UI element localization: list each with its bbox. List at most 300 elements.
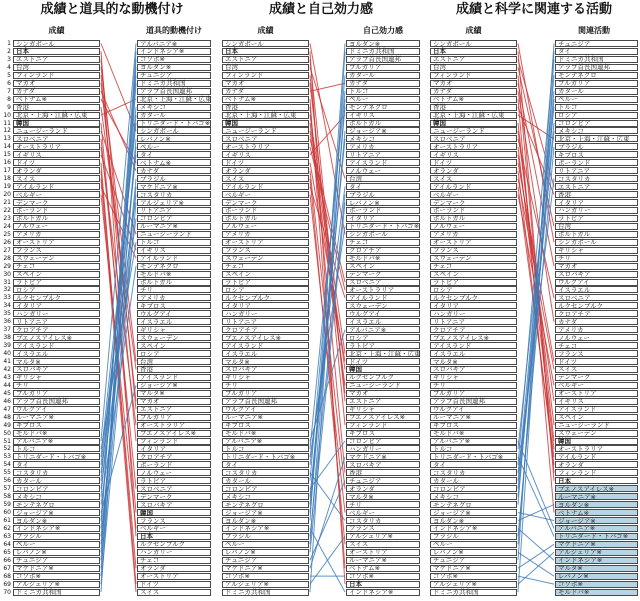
section-2-achievement-rank-21-cell: デンマーク <box>222 199 309 206</box>
slope-line <box>101 44 136 131</box>
section-2-achievement-rank-48-cell: ルーマニア※ <box>222 414 309 421</box>
section-1-achievement-rank-55-cell: コスタリカ <box>13 469 100 476</box>
section-1-achievement-rank-48-cell: ルーマニア※ <box>13 414 100 421</box>
section-3-metric-rank-63-cell: トリニダード・トバゴ※ <box>555 533 638 540</box>
rank-number: 49 <box>3 421 11 429</box>
section-2-metric-rank-65-cell: オーストリア <box>346 549 420 556</box>
section-1-metric-rank-35-cell: ウルグアイ <box>137 310 211 317</box>
rank-number: 20 <box>3 191 11 199</box>
section-2-metric-rank-67-cell: ベトナム※ <box>346 565 420 572</box>
section-2-achievement-rank-12-cell: ニュージーランド <box>222 127 309 134</box>
section-2-metric-rank-37-cell: アルバニア※ <box>346 326 420 333</box>
section-3-metric-rank-62-cell: アルバニア※ <box>555 525 638 532</box>
section-1-achievement-rank-35-cell: ハンガリー <box>13 310 100 317</box>
rank-number: 2 <box>7 47 11 55</box>
section-2-metric-rank-36-cell: イスラエル <box>346 318 420 325</box>
section-2-metric-rank-32-cell: オーストラリア <box>346 286 420 293</box>
rank-number: 32 <box>3 286 11 294</box>
section-1-achievement-rank-34-cell: イタリア <box>13 302 100 309</box>
slope-line <box>518 59 554 186</box>
section-1-achievement-rank-2-cell: 日本 <box>13 48 100 55</box>
rank-number: 1 <box>7 40 11 47</box>
section-3-achievement-rank-56-cell: カタール <box>430 477 517 484</box>
section-1-metric-rank-60-cell: 韓国 <box>137 509 211 516</box>
rank-number: 7 <box>7 87 11 95</box>
section-3-metric-rank-42-cell: スイス <box>555 366 638 373</box>
rank-number: 18 <box>3 175 11 183</box>
section-3-metric-rank-2-cell: タイ <box>555 48 638 55</box>
slope-line <box>518 59 554 592</box>
rank-number: 48 <box>3 413 11 421</box>
section-1-achievement-rank-6-cell: マカオ <box>13 80 100 87</box>
section-3-metric-rank-33-cell: スロベニア <box>555 294 638 301</box>
slope-line <box>310 51 345 592</box>
slope-line <box>101 59 136 409</box>
section-3-achievement-rank-39-cell: アイスランド <box>430 342 517 349</box>
slope-line <box>310 139 345 282</box>
slope-line <box>101 107 136 497</box>
slope-line <box>310 44 345 235</box>
section-3-achievement-rank-30-cell: スペイン <box>430 271 517 278</box>
slope-line <box>518 139 554 298</box>
section-3-achievement-rank-67-cell: マケドニア※ <box>430 565 517 572</box>
section-1-achievement-rank-58-cell: メキシコ <box>13 493 100 500</box>
section-3-metric-rank-52-cell: オーストラリア <box>555 445 638 452</box>
section-3-metric-rank-35-cell: クロアチア <box>555 310 638 317</box>
section-3-achievement-rank-27-cell: フランス <box>430 247 517 254</box>
slope-line <box>101 147 136 425</box>
section-1-achievement-rank-9-cell: 香港 <box>13 104 100 111</box>
rank-number: 35 <box>3 310 11 318</box>
section-3-achievement-rank-46-cell: アラブ首長国連邦 <box>430 398 517 405</box>
section-1-title: 成績と道具的な動機付け <box>40 2 184 17</box>
section-1-achievement-rank-31-cell: ラトビア <box>13 279 100 286</box>
section-2-metric-rank-64-cell: スイス <box>346 541 420 548</box>
section-2-achievement-rank-23-cell: ポルトガル <box>222 215 309 222</box>
section-2-achievement-rank-39-cell: アイスランド <box>222 342 309 349</box>
rank-number: 15 <box>3 151 11 159</box>
section-3-metric-rank-25-cell: ポルトガル <box>555 231 638 238</box>
section-2-metric-rank-28-cell: モルドバ※ <box>346 255 420 262</box>
slope-line <box>101 139 136 489</box>
section-2-achievement-rank-22-cell: ポーランド <box>222 207 309 214</box>
section-3-achievement-rank-61-cell: ヨルダン※ <box>430 517 517 524</box>
section-3-metric-rank-22-cell: ハンガリー <box>555 207 638 214</box>
section-2-metric-rank-30-cell: デンマーク <box>346 271 420 278</box>
section-2-metric-rank-49-cell: フィンランド <box>346 422 420 429</box>
section-2-achievement-rank-24-cell: ノルウェー <box>222 223 309 230</box>
section-3-metric-rank-49-cell: ニュージーランド <box>555 422 638 429</box>
rank-number: 61 <box>3 517 11 524</box>
section-3-metric-rank-51-cell: 韓国 <box>555 438 638 445</box>
section-1-achievement-rank-47-cell: ウルグアイ <box>13 406 100 413</box>
rank-number: 13 <box>3 135 11 143</box>
slope-line <box>310 481 345 561</box>
section-2-achievement-rank-2-cell: 日本 <box>222 48 309 55</box>
section-3-achievement-rank-17-cell: オランダ <box>430 167 517 174</box>
section-3-achievement-rank-41-cell: マルタ※ <box>430 358 517 365</box>
slope-line <box>101 242 136 449</box>
section-3-metric-rank-14-cell: ブラジル <box>555 143 638 150</box>
section-1-achievement-rank-15-cell: イギリス <box>13 151 100 158</box>
slope-line <box>518 75 554 473</box>
section-2-achievement-rank-35-cell: ハンガリー <box>222 310 309 317</box>
rank-number: 54 <box>3 461 11 469</box>
section-2-achievement-rank-49-cell: キプロス <box>222 422 309 429</box>
section-3-metric-rank-31-cell: ウルグアイ <box>555 279 638 286</box>
section-1-metric-rank-36-cell: イスラエル <box>137 318 211 325</box>
rank-number: 55 <box>3 469 11 477</box>
slope-line <box>310 115 345 353</box>
section-3-metric-rank-32-cell: イスラエル <box>555 286 638 293</box>
section-2-metric-rank-53-cell: マケドニア※ <box>346 453 420 460</box>
section-2-achievement-rank-28-cell: スウェーデン <box>222 255 309 262</box>
rank-number: 41 <box>3 358 11 365</box>
rank-number: 56 <box>3 477 11 485</box>
section-2-achievement-rank-16-cell: ドイツ <box>222 159 309 166</box>
section-1-achievement-rank-14-cell: オーストラリア <box>13 143 100 150</box>
rank-number: 5 <box>7 71 11 79</box>
section-2-achievement-rank-47-cell: ウルグアイ <box>222 406 309 413</box>
section-3-achievement-rank-9-cell: 香港 <box>430 104 517 111</box>
section-1-metric-rank-33-cell: アメリカ <box>137 294 211 301</box>
slope-line <box>101 155 136 465</box>
section-1-achievement-rank-66-cell: チュニジア <box>13 557 100 564</box>
section-1-metric-rank-37-cell: ギリシャ <box>137 326 211 333</box>
slope-line <box>101 99 136 163</box>
section-1-metric-rank-7-cell: アラブ首長国連邦 <box>137 88 211 95</box>
section-2-metric-rank-61-cell: コスタリカ <box>346 517 420 524</box>
slope-line <box>310 75 345 425</box>
section-1-metric-rank-23-cell: コロンビア <box>137 215 211 222</box>
section-1-metric-rank-19-cell: マケドニア※ <box>137 183 211 190</box>
section-1-achievement-rank-65-cell: レバノン※ <box>13 549 100 556</box>
section-2-achievement-rank-43-cell: ギリシャ <box>222 374 309 381</box>
section-1-achievement-rank-56-cell: カタール <box>13 477 100 484</box>
section-3-achievement-rank-66-cell: チュニジア <box>430 557 517 564</box>
section-3-metric-rank-12-cell: メキシコ <box>555 127 638 134</box>
slope-line <box>101 179 136 537</box>
slope-line <box>101 51 136 536</box>
rank-number: 10 <box>3 111 11 119</box>
section-2-metric-rank-17-cell: ノルウェー <box>346 167 420 174</box>
section-3-metric-rank-8-cell: ペルー <box>555 96 638 103</box>
section-2-metric-rank-63-cell: アルジェリア※ <box>346 533 420 540</box>
section-1-metric-rank-3-cell: コソボ※ <box>137 56 211 63</box>
section-3-achievement-rank-10-cell: 北京・上海・江蘇・広東 <box>430 112 517 119</box>
slope-line <box>101 123 136 457</box>
section-1-metric-rank-44-cell: ジョージア※ <box>137 382 211 389</box>
section-1-metric-rank-69-cell: ドイツ <box>137 581 211 588</box>
section-1-metric-rank-61-cell: フランス <box>137 517 211 524</box>
rank-number: 9 <box>7 103 11 111</box>
section-1-achievement-rank-46-cell: アラブ首長国連邦 <box>13 398 100 405</box>
section-1-achievement-rank-42-cell: スロバキア <box>13 366 100 373</box>
section-1-achievement-rank-38-cell: ブエノスアイレス※ <box>13 334 100 341</box>
section-3-metric-rank-55-cell: フィンランド <box>555 469 638 476</box>
section-2-achievement-rank-37-cell: クロアチア <box>222 326 309 333</box>
section-1-metric-rank-10-cell: カタール <box>137 112 211 119</box>
rank-number: 44 <box>3 381 11 389</box>
slope-line <box>310 473 345 521</box>
section-3-achievement-rank-42-cell: スロバキア <box>430 366 517 373</box>
section-3-achievement-rank-33-cell: ルクセンブルク <box>430 294 517 301</box>
slope-line <box>101 75 136 560</box>
section-2-metric-rank-39-cell: ラトビア <box>346 342 420 349</box>
section-3-achievement-rank-22-cell: ポーランド <box>430 207 517 214</box>
section-1-achievement-rank-51-cell: アルバニア※ <box>13 438 100 445</box>
slope-line <box>518 107 554 449</box>
section-1-achievement-rank-21-cell: デンマーク <box>13 199 100 206</box>
section-2-metric-rank-18-cell: 台湾 <box>346 175 420 182</box>
section-2-achievement-rank-11-cell: 韓国 <box>222 120 309 127</box>
slope-line <box>310 187 345 465</box>
slope-line <box>310 528 345 592</box>
slope-line <box>518 179 554 473</box>
section-3-achievement-rank-31-cell: ラトビア <box>430 279 517 286</box>
section-2-metric-rank-45-cell: マカオ <box>346 390 420 397</box>
rank-number: 23 <box>3 214 11 222</box>
section-1-metric-rank-22-cell: リトアニア <box>137 207 211 214</box>
section-1-achievement-rank-54-cell: タイ <box>13 461 100 468</box>
section-2-metric-rank-40-cell: 北京・上海・江蘇・広東 <box>346 350 420 357</box>
section-3-achievement-rank-15-cell: イギリス <box>430 151 517 158</box>
slope-line <box>310 441 345 489</box>
rank-number: 46 <box>3 397 11 405</box>
section-1-right-header: 道具的動機付け <box>146 26 202 35</box>
section-2-metric-rank-33-cell: アイルランド <box>346 294 420 301</box>
slope-line <box>101 131 136 234</box>
section-1-metric-rank-41-cell: 台湾 <box>137 358 211 365</box>
rank-number: 69 <box>3 580 11 588</box>
section-3-right-header: 関連活動 <box>578 26 610 35</box>
slope-line <box>518 155 554 401</box>
rank-number: 58 <box>3 493 11 501</box>
section-2-achievement-rank-17-cell: オランダ <box>222 167 309 174</box>
section-2-achievement-rank-1-cell: シンガポール <box>222 40 309 47</box>
section-1-achievement-rank-67-cell: マケドニア※ <box>13 565 100 572</box>
slope-line <box>310 67 345 178</box>
section-3-achievement-rank-5-cell: フィンランド <box>430 72 517 79</box>
section-3-achievement-rank-32-cell: ロシア <box>430 286 517 293</box>
section-1-achievement-rank-7-cell: カナダ <box>13 88 100 95</box>
slope-line <box>310 75 345 480</box>
section-3-achievement-rank-4-cell: 台湾 <box>430 64 517 71</box>
section-3-achievement-rank-45-cell: ブルガリア <box>430 390 517 397</box>
section-2-metric-rank-12-cell: ジョージア※ <box>346 127 420 134</box>
section-2-metric-rank-69-cell: 日本 <box>346 581 420 588</box>
section-1-metric-rank-70-cell: スイス <box>137 589 211 596</box>
section-2-achievement-rank-30-cell: スペイン <box>222 271 309 278</box>
slope-line <box>518 131 554 425</box>
section-1-metric-rank-42-cell: 香港 <box>137 366 211 373</box>
rank-number: 65 <box>3 548 11 556</box>
section-2-metric-rank-16-cell: アイスランド <box>346 159 420 166</box>
rank-number: 68 <box>3 572 11 580</box>
rank-number: 52 <box>3 445 11 453</box>
section-1-achievement-rank-16-cell: ドイツ <box>13 159 100 166</box>
rank-number: 31 <box>3 278 11 286</box>
section-2-achievement-rank-40-cell: イスラエル <box>222 350 309 357</box>
section-2-metric-rank-20-cell: ブラジル <box>346 191 420 198</box>
section-3-achievement-rank-14-cell: オーストラリア <box>430 143 517 150</box>
section-3-metric-rank-43-cell: デンマーク <box>555 374 638 381</box>
section-2-achievement-rank-52-cell: トルコ <box>222 445 309 452</box>
section-1-metric-rank-5-cell: チュニジア <box>137 72 211 79</box>
rank-number: 3 <box>7 55 11 63</box>
section-1-metric-rank-18-cell: ブラジル <box>137 175 211 182</box>
section-3-achievement-rank-63-cell: ブラジル <box>430 533 517 540</box>
section-3-metric-rank-39-cell: チェコ <box>555 342 638 349</box>
section-1-metric-rank-31-cell: ポルトガル <box>137 279 211 286</box>
section-3-metric-rank-11-cell: コロンビア <box>555 120 638 127</box>
section-3-achievement-rank-36-cell: リトアニア <box>430 318 517 325</box>
section-1-achievement-rank-5-cell: フィンランド <box>13 72 100 79</box>
section-3-achievement-rank-19-cell: アイルランド <box>430 183 517 190</box>
section-2-metric-rank-8-cell: ペルー <box>346 96 420 103</box>
section-1-metric-rank-62-cell: ベルギー <box>137 525 211 532</box>
section-3-achievement-rank-29-cell: チェコ <box>430 263 517 270</box>
section-3-achievement-rank-47-cell: ウルグアイ <box>430 406 517 413</box>
rank-number: 17 <box>3 167 11 175</box>
section-3-achievement-rank-64-cell: ペルー <box>430 541 517 548</box>
rank-number: 25 <box>3 230 11 238</box>
section-2-achievement-rank-33-cell: ルクセンブルク <box>222 294 309 301</box>
section-2-metric-rank-1-cell: ヨルダン※ <box>346 40 420 47</box>
slope-line <box>310 107 345 473</box>
section-2-achievement-rank-14-cell: オーストラリア <box>222 143 309 150</box>
slope-line <box>310 83 345 393</box>
section-2-achievement-rank-51-cell: アルバニア※ <box>222 438 309 445</box>
section-3-achievement-rank-3-cell: エストニア <box>430 56 517 63</box>
slope-line <box>101 218 136 488</box>
rank-number: 59 <box>3 501 11 509</box>
slope-line <box>518 187 554 457</box>
rank-number: 33 <box>3 294 11 302</box>
section-1-achievement-rank-36-cell: リトアニア <box>13 318 100 325</box>
section-1-metric-rank-63-cell: 日本 <box>137 533 211 540</box>
section-1-achievement-rank-12-cell: ニュージーランド <box>13 127 100 134</box>
section-2-achievement-rank-4-cell: 台湾 <box>222 64 309 71</box>
section-3-metric-rank-28-cell: チリ <box>555 255 638 262</box>
section-2-achievement-rank-7-cell: カナダ <box>222 88 309 95</box>
section-3-metric-rank-47-cell: アイスランド <box>555 406 638 413</box>
slope-line <box>518 505 554 521</box>
slope-line <box>518 147 554 537</box>
section-2-achievement-rank-10-cell: 北京・上海・江蘇・広東 <box>222 112 309 119</box>
section-3-metric-rank-48-cell: スペイン <box>555 414 638 421</box>
slope-line <box>101 203 136 585</box>
section-2-metric-rank-21-cell: レバノン※ <box>346 199 420 206</box>
slope-line <box>310 163 345 362</box>
section-2-metric-rank-51-cell: コロンビア <box>346 438 420 445</box>
section-2-achievement-rank-6-cell: マカオ <box>222 80 309 87</box>
section-1-metric-rank-54-cell: ポーランド <box>137 461 211 468</box>
section-2-metric-rank-26-cell: チェコ <box>346 239 420 246</box>
slope-line <box>518 552 554 584</box>
section-2-achievement-rank-34-cell: イタリア <box>222 302 309 309</box>
slope-line <box>310 147 345 290</box>
slope-line <box>101 59 136 576</box>
section-3-achievement-rank-28-cell: スウェーデン <box>430 255 517 262</box>
section-2-metric-rank-25-cell: シンガポール <box>346 231 420 238</box>
section-2-metric-rank-66-cell: ルーマニア※ <box>346 557 420 564</box>
section-3-achievement-rank-69-cell: アルジェリア※ <box>430 581 517 588</box>
section-3-achievement-rank-59-cell: モンテネグロ <box>430 501 517 508</box>
section-3-achievement-rank-8-cell: ベトナム※ <box>430 96 517 103</box>
section-1-metric-rank-24-cell: ルーマニア※ <box>137 223 211 230</box>
slope-line <box>101 75 136 441</box>
section-1-metric-rank-25-cell: ニュージーランド <box>137 231 211 238</box>
rank-number: 66 <box>3 556 11 564</box>
section-3-achievement-rank-62-cell: インドネシア※ <box>430 525 517 532</box>
section-3-achievement-rank-70-cell: ドミニカ共和国 <box>430 589 517 596</box>
section-3-metric-rank-21-cell: イタリア <box>555 199 638 206</box>
section-3-achievement-rank-40-cell: イスラエル <box>430 350 517 357</box>
rank-number: 26 <box>3 238 11 246</box>
section-3-achievement-rank-13-cell: スロベニア <box>430 135 517 142</box>
section-1-achievement-rank-52-cell: トルコ <box>13 445 100 452</box>
slope-line <box>310 330 345 441</box>
slope-line <box>101 123 136 513</box>
section-3-achievement-rank-68-cell: コソボ※ <box>430 573 517 580</box>
section-1-achievement-rank-45-cell: ブルガリア <box>13 390 100 397</box>
slope-line <box>101 67 136 520</box>
section-1-metric-rank-50-cell: ブエノスアイレス※ <box>137 430 211 437</box>
section-1-achievement-rank-13-cell: スロベニア <box>13 135 100 142</box>
section-2-achievement-rank-8-cell: ベトナム※ <box>222 96 309 103</box>
slope-line <box>101 195 136 473</box>
section-1-metric-rank-34-cell: キプロス <box>137 302 211 309</box>
rank-number: 42 <box>3 365 11 373</box>
section-2-metric-rank-43-cell: ルクセンブルク <box>346 374 420 381</box>
section-3-achievement-rank-58-cell: メキシコ <box>430 493 517 500</box>
section-2-metric-rank-15-cell: リトアニア <box>346 151 420 158</box>
section-2-metric-rank-62-cell: フランス <box>346 525 420 532</box>
section-3-achievement-rank-18-cell: スイス <box>430 175 517 182</box>
section-3-achievement-rank-11-cell: 韓国 <box>430 120 517 127</box>
section-1-achievement-rank-70-cell: ドミニカ共和国 <box>13 589 100 596</box>
section-3-metric-rank-69-cell: コソボ※ <box>555 581 638 588</box>
slope-line <box>101 385 136 512</box>
section-1-achievement-rank-25-cell: アメリカ <box>13 231 100 238</box>
section-1-metric-rank-48-cell: ブルガリア <box>137 414 211 421</box>
section-3-achievement-rank-65-cell: レバノン※ <box>430 549 517 556</box>
section-1-achievement-rank-41-cell: マルタ※ <box>13 358 100 365</box>
section-1-achievement-rank-22-cell: ポーランド <box>13 207 100 214</box>
section-2-achievement-rank-20-cell: ベルギー <box>222 191 309 198</box>
section-1-metric-rank-1-cell: アルバニア※ <box>137 40 211 47</box>
section-3-achievement-rank-2-cell: 日本 <box>430 48 517 55</box>
section-3-metric-rank-7-cell: カタール <box>555 88 638 95</box>
section-3-metric-rank-5-cell: モンテネグロ <box>555 72 638 79</box>
slope-line <box>518 171 554 465</box>
section-3-achievement-rank-49-cell: キプロス <box>430 422 517 429</box>
section-3-achievement-rank-26-cell: オーストリア <box>430 239 517 246</box>
slope-line <box>518 67 554 226</box>
rank-number: 60 <box>3 509 11 517</box>
section-3-achievement-rank-51-cell: アルバニア※ <box>430 438 517 445</box>
section-1-achievement-rank-8-cell: ベトナム※ <box>13 96 100 103</box>
slope-line <box>310 115 345 155</box>
section-1-metric-rank-45-cell: マルタ※ <box>137 390 211 397</box>
slope-line <box>101 187 136 259</box>
section-3-achievement-rank-6-cell: マカオ <box>430 80 517 87</box>
section-1-metric-rank-8-cell: 北京・上海・江蘇・広東 <box>137 96 211 103</box>
section-1-metric-rank-28-cell: アイルランド <box>137 255 211 262</box>
section-3-metric-rank-37-cell: アメリカ <box>555 326 638 333</box>
section-1-achievement-rank-64-cell: ペルー <box>13 541 100 548</box>
